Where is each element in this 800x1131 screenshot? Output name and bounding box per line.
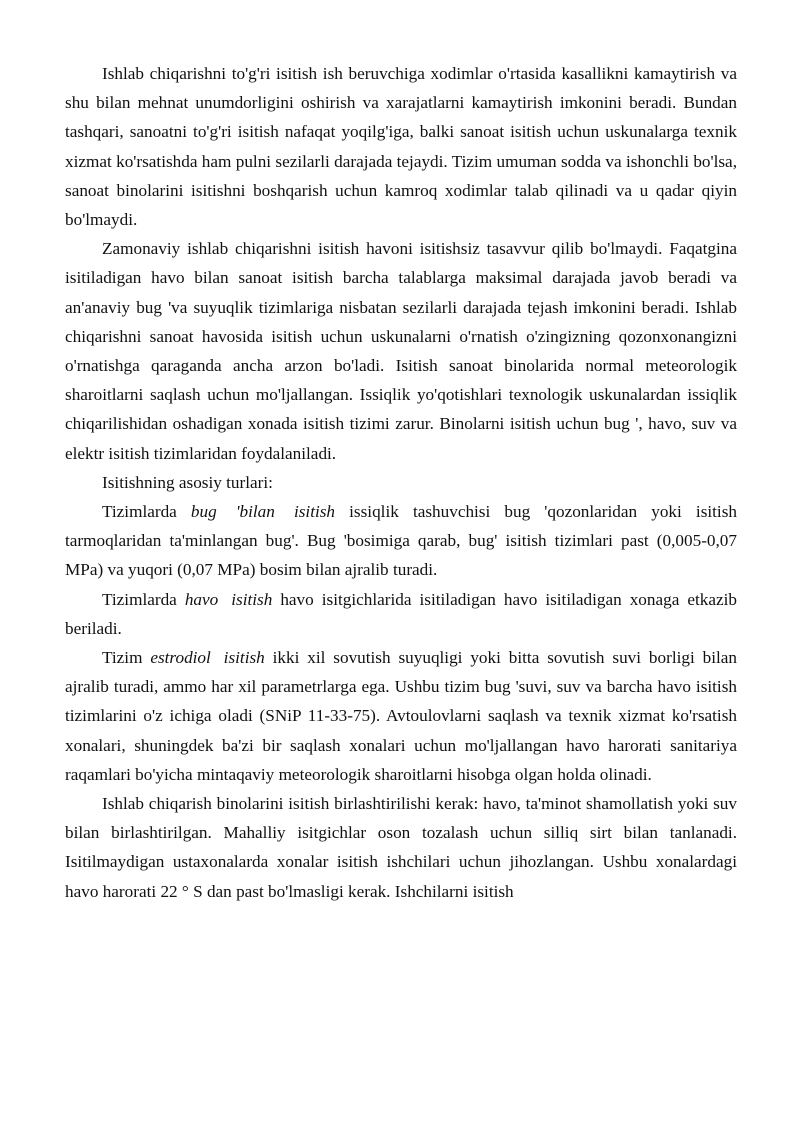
paragraph-4-term: bug 'bilan isitish [190,502,336,522]
paragraph-5-rest: havo isitgichlarida isitiladigan havo isitiladigan xonaga etkazib beriladi. [65,589,737,638]
paragraph-4-rest: issiqlik tashuvchisi bug 'qozonlaridan yoki isitish tarmoqlaridan ta'minlangan bug'. Bug 'bosimiga qarab, bug' isitish tizimlari past (0,005-0,07 MPa) va yuqori (0,07 MPa) bosim bilan ajralib turadi. [65,502,737,580]
paragraph-7: Ishlab chiqarish binolarini isitish birlashtirilishi kerak: havo, ta'minot shamollatish yoki suv bilan birlashtirilgan. Mahalliy isitgichlar oson tozalash uchun silliq sirt bilan tanlanadi. Isitilmaydigan ustaxonalarda xonalar isitish ishchilari uchun jihozlangan. Ushbu xonalardagi havo harorati 22 ° S dan past bo'lmasligi kerak. Ishchilarni isitish [65,794,737,901]
paragraph-1: Ishlab chiqarishni to'g'ri isitish ish beruvchiga xodimlar o'rtasida kasallikni kamaytirish va shu bilan mehnat unumdorligini oshirish va xarajatlarni kamaytirish imkonini beradi. Bundan tashqari, sanoatni to'g'ri isitish nafaqat yoqilg'iga, balki sanoat isitish uchun uskunalarga texnik xizmat ko'rsatishda ham pulni sezilarli darajada tejaydi. Tizim umuman sodda va ishonchli bo'lsa, sanoat binolarini isitishni boshqarish uchun kamroq xodimlar talab qilinadi va u qadar qiyin bo'lmaydi. [65,64,737,230]
paragraph-5-term: havo isitish [184,589,273,609]
paragraph-6-rest: ikki xil sovutish suyuqligi yoki bitta sovutish suvi borligi bilan ajralib turadi, ammo har xil parametrlarga ega. Ushbu tizim bug 'suvi, suv va barcha havo isitish tizimlarini o'z ichiga oladi (SNiP 11-33-75). Avtoulovlarni saqlash va texnik xizmat ko'rsatish xonalari, shuningdek ba'zi bir saqlash xonalari uchun mo'ljallangan havo harorati sanitariya raqamlari bo'yicha mintaqaviy meteorologik sharoitlarni hisobga olgan holda olinadi. [65,648,737,784]
paragraph-5 [65,585,737,643]
paragraph-6-lead: Tizim [102,648,151,668]
paragraph-4 [65,497,737,585]
paragraph-5-lead: Tizimlarda [102,589,185,609]
paragraph-6 [65,643,737,789]
document-page [65,59,737,906]
paragraph-4-lead: Tizimlarda [102,502,191,522]
paragraph-6-term: estrodiol isitish [150,648,265,668]
paragraph-3-heading: Isitishning asosiy turlari: [102,472,273,492]
paragraph-2: Zamonaviy ishlab chiqarishni isitish havoni isitishsiz tasavvur qilib bo'lmaydi. Faqatgina isitiladigan havo bilan sanoat isitish barcha talablarga maksimal darajada javob beradi va an'anaviy bug 'va suyuqlik tizimlariga nisbatan sezilarli darajada tejash imkonini beradi. Ishlab chiqarishni sanoat havosida isitish uchun uskunalarni o'rnatish o'zingizning qozonxonangizni o'rnatishga qaraganda ancha arzon bo'ladi. Isitish sanoat binolarida normal meteorologik sharoitlarni saqlash uchun mo'ljallangan. Issiqlik yo'qotishlari texnologik uskunalardan issiqlik chiqarilishidan oshadigan xonada isitish tizimi zarur. Binolarni isitish uchun bug ', havo, suv va elektr isitish tizimlaridan foydalaniladi. [65,239,737,463]
